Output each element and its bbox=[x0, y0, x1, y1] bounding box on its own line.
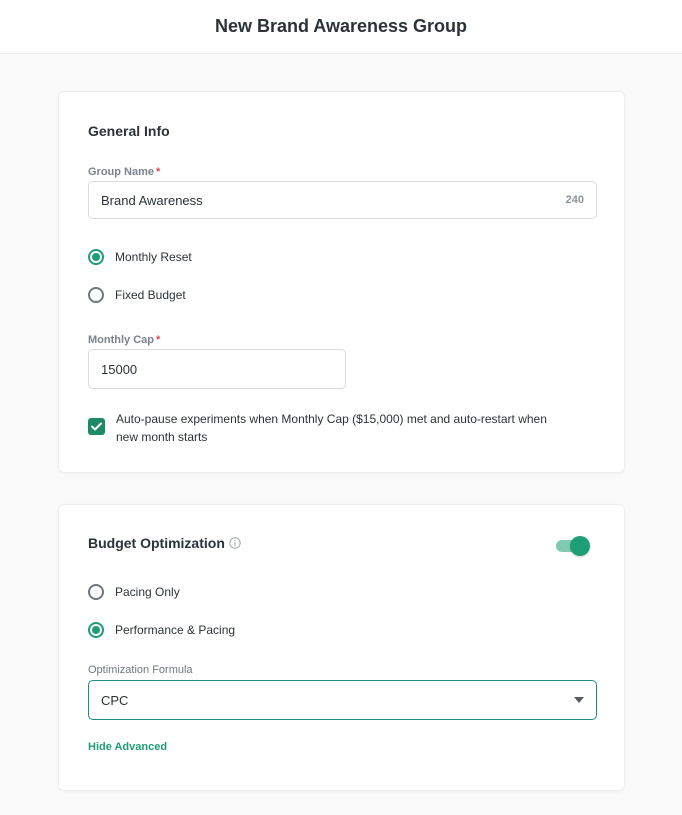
radio-selected-icon[interactable] bbox=[88, 249, 104, 265]
budget-optimization-title: Budget Optimization bbox=[88, 535, 225, 551]
radio-label: Monthly Reset bbox=[115, 250, 192, 264]
monthly-cap-label: Monthly Cap * bbox=[88, 334, 161, 346]
toggle-knob bbox=[570, 536, 590, 556]
general-info-card bbox=[58, 91, 625, 473]
chevron-down-icon[interactable] bbox=[574, 697, 584, 703]
required-mark: * bbox=[156, 166, 161, 178]
group-name-label: Group Name * bbox=[88, 166, 161, 178]
hide-advanced-link[interactable]: Hide Advanced bbox=[88, 741, 168, 753]
auto-pause-option[interactable] bbox=[88, 410, 568, 446]
radio-unselected-icon[interactable] bbox=[88, 584, 104, 600]
radio-unselected-icon[interactable] bbox=[88, 287, 104, 303]
radio-label: Performance & Pacing bbox=[115, 623, 236, 637]
page-title: New Brand Awareness Group bbox=[214, 16, 468, 36]
optimization-formula-label: Optimization Formula bbox=[88, 664, 193, 676]
general-info-title: General Info bbox=[88, 123, 170, 139]
optimization-formula-value: CPC bbox=[101, 692, 129, 708]
radio-performance-pacing[interactable] bbox=[88, 622, 235, 638]
auto-pause-label: Auto-pause experiments when Monthly Cap ($15,000) met and auto-restart when new month starts bbox=[116, 412, 547, 444]
radio-selected-icon[interactable] bbox=[88, 622, 104, 638]
optimization-formula-select[interactable] bbox=[88, 680, 597, 720]
radio-label: Pacing Only bbox=[115, 585, 180, 599]
budget-optimization-toggle[interactable] bbox=[556, 536, 590, 556]
budget-optimization-card bbox=[58, 504, 625, 791]
radio-label: Fixed Budget bbox=[115, 288, 186, 302]
group-name-input[interactable] bbox=[88, 181, 597, 219]
radio-fixed-budget[interactable] bbox=[88, 287, 186, 303]
required-mark: * bbox=[156, 334, 161, 346]
checkbox-checked-icon[interactable] bbox=[88, 418, 105, 435]
radio-monthly-reset[interactable] bbox=[88, 249, 192, 265]
group-name-value: Brand Awareness bbox=[101, 192, 203, 208]
radio-pacing-only[interactable] bbox=[88, 584, 180, 600]
page-header bbox=[0, 0, 682, 54]
monthly-cap-value: 15000 bbox=[101, 361, 138, 377]
budget-optimization-header bbox=[88, 535, 241, 551]
monthly-cap-input[interactable] bbox=[88, 349, 346, 389]
info-icon[interactable] bbox=[229, 537, 241, 549]
char-count: 240 bbox=[565, 194, 584, 206]
